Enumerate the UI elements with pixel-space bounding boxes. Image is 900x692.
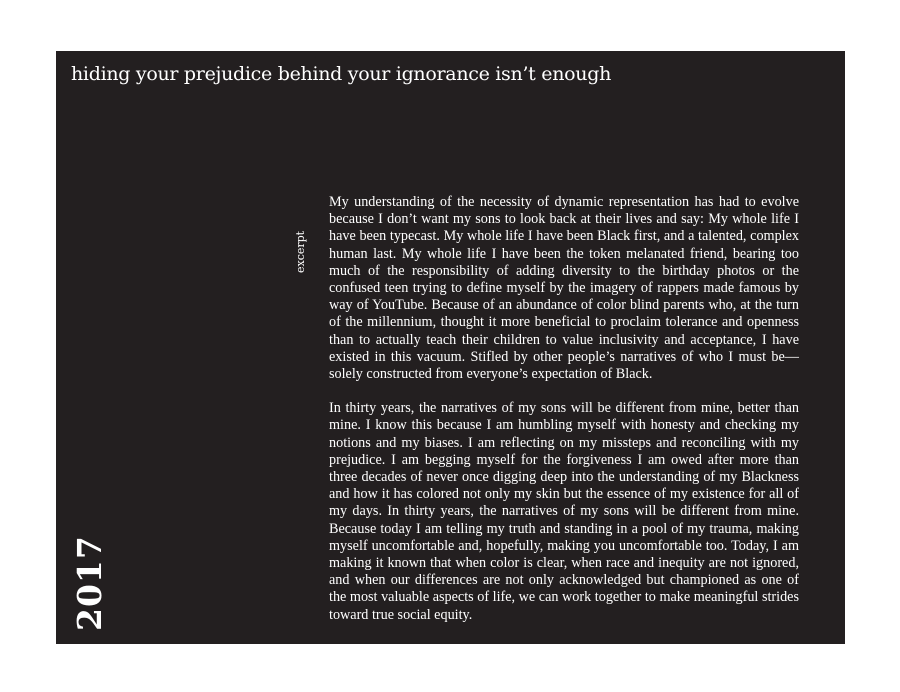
- year-label: 2017: [70, 535, 109, 631]
- page-title: hiding your prejudice behind your ignorance isn’t enough: [71, 63, 612, 85]
- dark-panel: [56, 51, 845, 644]
- paragraph-2: In thirty years, the narratives of my sons will be different from mine, better than mine. I know this because I am humbling myself with honesty and checking my notions and my biases. I am reflecting on my missteps and reconciling with my prejudice. I am begging myself for the forgiveness I am owed after more than three decades of never once digging deep into the understanding of my Blackness and how it has colored not only my skin but the essence of my existence for all of my days. In thirty years, the narratives of my sons will be different from mine. Because today I am telling my truth and standing in a pool of my trauma, making myself uncomfortable and, hopefully, making you uncomfortable too. Today, I am making it known that when color is clear, when race and inequity are not ignored, and when our differences are not only acknowledged but championed as one of the most valuable aspects of life, we can work together to make meaningful strides toward true social equity.: [329, 400, 799, 623]
- excerpt-body: [329, 194, 799, 641]
- paragraph-1: My understanding of the necessity of dynamic representation has had to evolve because I don’t want my sons to look back at their lives and say: My whole life I have been typecast. My whole life I have been Black first, and a talented, complex human last. My whole life I have been the token melanated friend, bearing too much of the responsibility of adding diversity to the birthday photos or the confused teen trying to define myself by the imagery of rappers made famous by way of YouTube. Because of an abundance of color blind parents who, at the turn of the millennium, thought it more beneficial to proclaim tolerance and openness than to actually teach their children to value inclusivity and acceptance, I have existed in this vacuum. Stifled by other people’s narratives of who I must be—solely constructed from everyone’s expectation of Black.: [329, 194, 799, 383]
- excerpt-label: excerpt: [294, 230, 307, 273]
